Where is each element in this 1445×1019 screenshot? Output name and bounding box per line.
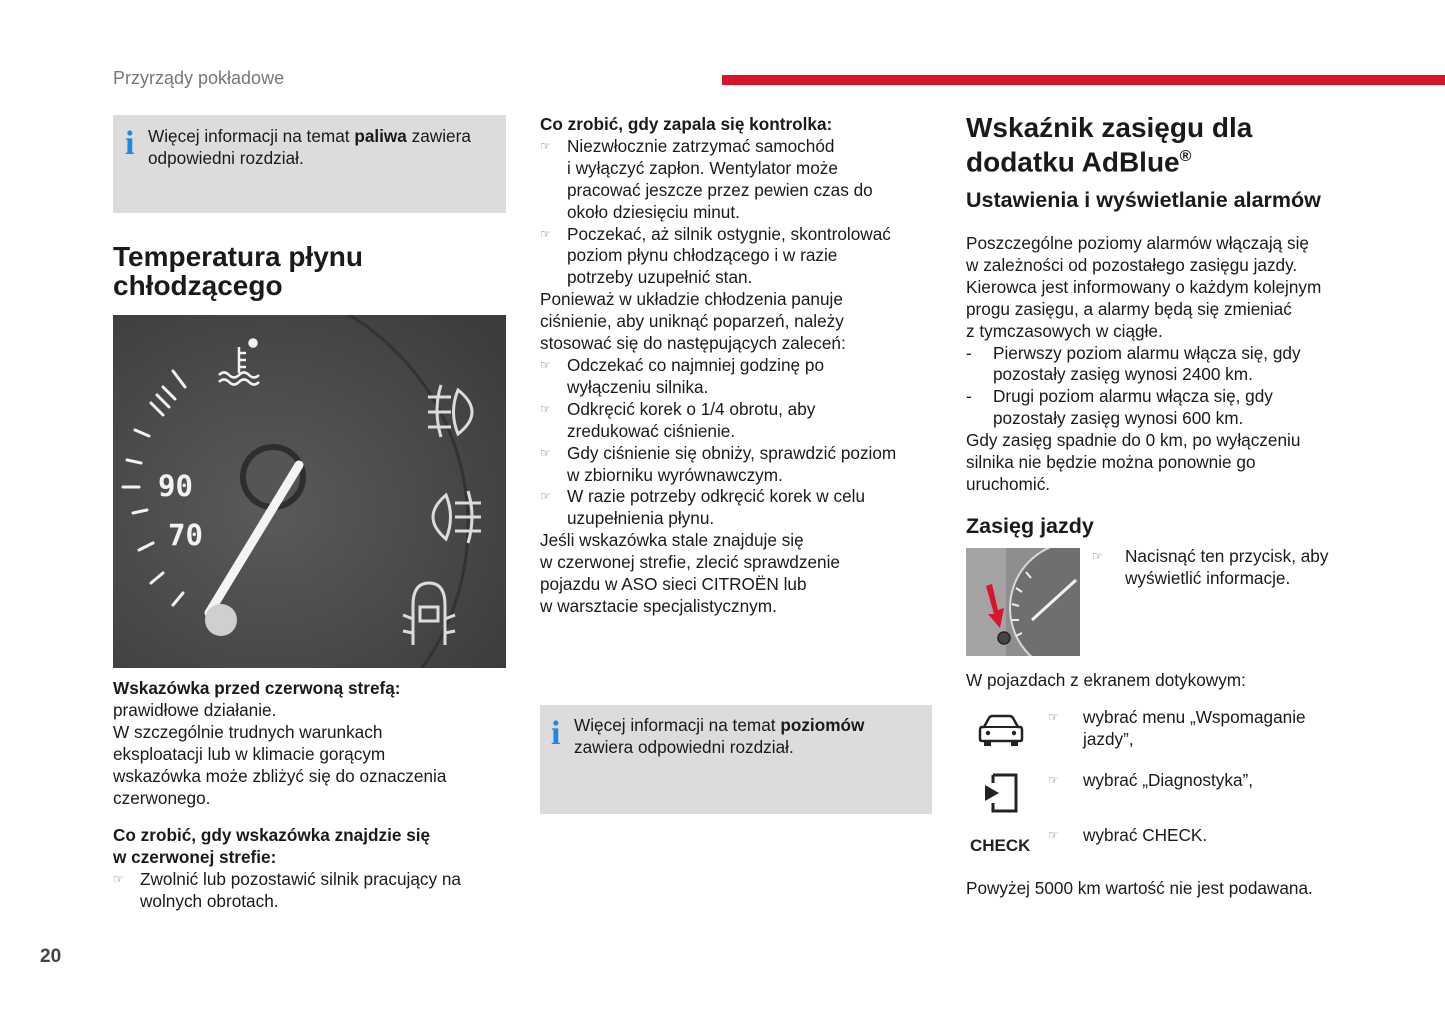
- list-item: ☞ Niezwłocznie zatrzymać samochód i wyłączyć zapłon. Wentylator może pracować jeszcze przez pewien czas do około dziesięciu minut.: [540, 135, 873, 222]
- pointing-hand-icon: ☞: [540, 489, 551, 504]
- text-line: Kierowca jest informowany o każdym kolejnym: [966, 276, 1322, 297]
- list-item: ☞ Odkręcić korek o 1/4 obrotu, aby zredukować ciśnienie.: [540, 398, 816, 441]
- red-zone-instructions: [113, 825, 506, 913]
- list-item: ☞ Odczekać co najmniej godzinę po wyłączeniu silnika.: [540, 354, 825, 397]
- info-box-fuel: [113, 115, 506, 213]
- section-heading-adblue: [966, 113, 1436, 176]
- pointing-hand-icon: ☞: [540, 357, 551, 372]
- subheading-range: Zasięg jazdy: [966, 514, 1094, 538]
- text-line: ciśnienie, aby uniknąć poparzeń, należy: [540, 311, 844, 332]
- text-line: progu zasięgu, a alarmy będą się zmieniać: [966, 298, 1292, 319]
- text-line: Jeśli wskazówka stale znajduje się: [540, 530, 804, 551]
- touchscreen-intro: W pojazdach z ekranem dotykowym:: [966, 670, 1246, 690]
- car-icon: [978, 713, 1024, 752]
- page-number: 20: [40, 946, 62, 967]
- list-item: - Pierwszy poziom alarmu włącza się, gdy pozostały zasięg wynosi 2400 km.: [966, 342, 1301, 385]
- text-line: w warsztacie specjalistycznym.: [540, 595, 777, 616]
- registered-mark: ®: [1179, 148, 1192, 165]
- gauge-mark-70: 70: [168, 518, 203, 552]
- dash-marker: -: [966, 386, 972, 407]
- text-line: czerwonego.: [113, 787, 211, 808]
- subheading-alarms: Ustawienia i wyświetlanie alarmów: [966, 188, 1321, 212]
- text-line: prawidłowe działanie.: [113, 699, 277, 720]
- touch-step-1: [1048, 707, 1438, 751]
- text-line: stosować się do następujących zaleceń:: [540, 333, 846, 354]
- text-line: Ponieważ w układzie chłodzenia panuje: [540, 289, 843, 310]
- text-line: pojazdu w ASO sieci CITROËN lub: [540, 574, 807, 595]
- list-item: ☞ wybrać „Diagnostyka”,: [1048, 770, 1254, 790]
- list-item: - Drugi poziom alarmu włącza się, gdy pozostały zasięg wynosi 600 km.: [966, 386, 1273, 429]
- touch-step-3: [1048, 825, 1438, 847]
- instrument-button-thumbnail: [966, 548, 1080, 656]
- range-button-instruction: [1092, 546, 1437, 590]
- alarm-description: [966, 233, 1436, 496]
- coolant-gauge-illustration: [113, 315, 506, 668]
- text-line: Poszczególne poziomy alarmów włączają się: [966, 233, 1309, 253]
- text-line: Gdy zasięg spadnie do 0 km, po wyłączeniu: [966, 430, 1301, 451]
- text-line: W szczególnie trudnych warunkach: [113, 721, 383, 742]
- text-line: uruchomić.: [966, 473, 1051, 494]
- paragraph-heading: Co zrobić, gdy zapala się kontrolka:: [540, 114, 833, 134]
- gauge-mark-90: 90: [158, 469, 193, 503]
- info-icon: i: [551, 715, 561, 752]
- list-item: ☞ Zwolnić lub pozostawić silnik pracujący na wolnych obrotach.: [113, 868, 461, 911]
- info-box-levels: [540, 705, 932, 814]
- range-limit-note: Powyżej 5000 km wartość nie jest podawana.: [966, 878, 1313, 898]
- info-text: Więcej informacji na temat paliwa zawiera odpowiedni rozdział.: [148, 126, 471, 168]
- pointing-hand-icon: ☞: [540, 445, 551, 460]
- list-item: ☞ Nacisnąć ten przycisk, aby wyświetlić informacje.: [1092, 546, 1329, 588]
- pointing-hand-icon: ☞: [1092, 549, 1103, 563]
- section-accent-bar: [722, 75, 1445, 85]
- text-line: silnika nie będzie można ponownie go: [966, 452, 1256, 473]
- list-item: ☞ Gdy ciśnienie się obniży, sprawdzić poziom w zbiorniku wyrównawczym.: [540, 442, 897, 485]
- gauge-description: [113, 678, 506, 809]
- pointing-hand-icon: ☞: [540, 401, 551, 416]
- touch-step-2: [1048, 770, 1438, 792]
- heading-line: dodatku AdBlue: [966, 146, 1180, 178]
- text-line: z tymczasowych w ciągłe.: [966, 320, 1163, 341]
- gauge-pivot: [205, 604, 237, 636]
- paragraph-heading: Co zrobić, gdy wskazówka znajdzie się: [113, 825, 431, 845]
- pointing-hand-icon: ☞: [1048, 710, 1059, 724]
- info-icon: i: [125, 125, 135, 162]
- paragraph-heading: Wskazówka przed czerwoną strefą:: [113, 678, 401, 698]
- heading-line: Temperatura płynu: [113, 241, 363, 272]
- text-line: wskazówka może zbliżyć się do oznaczenia: [113, 765, 447, 786]
- heading-line: Wskaźnik zasięgu dla: [966, 112, 1253, 143]
- text-line: eksploatacji lub w klimacie gorącym: [113, 743, 386, 764]
- pointing-hand-icon: ☞: [540, 138, 551, 153]
- list-item: ☞ wybrać menu „Wspomaganie jazdy”,: [1048, 707, 1306, 749]
- text-line: w czerwonej strefie, zlecić sprawdzenie: [540, 552, 840, 573]
- list-item: ☞ Poczekać, aż silnik ostygnie, skontrolować poziom płynu chłodzącego i w razie potrzeby uzupełnić stan.: [540, 223, 891, 288]
- text-line: w zależności od pozostałego zasięgu jazdy.: [966, 254, 1298, 275]
- pointing-hand-icon: ☞: [1048, 828, 1059, 842]
- dash-marker: -: [966, 342, 972, 363]
- menu-entry-icon: [983, 773, 1019, 818]
- warning-light-instructions: [540, 114, 935, 618]
- list-item: ☞ W razie potrzeby odkręcić korek w celu uzupełnienia płynu.: [540, 486, 866, 529]
- section-title: Przyrządy pokładowe: [113, 68, 285, 88]
- pointing-hand-icon: ☞: [540, 226, 551, 241]
- section-heading-coolant: [113, 242, 506, 300]
- list-item: ☞ wybrać CHECK.: [1048, 825, 1208, 845]
- heading-line: chłodzącego: [113, 270, 283, 301]
- info-text: Więcej informacji na temat poziomów zawiera odpowiedni rozdział.: [574, 715, 865, 757]
- pointing-hand-icon: ☞: [113, 871, 124, 886]
- pointing-hand-icon: ☞: [1048, 773, 1059, 787]
- check-label: CHECK: [970, 836, 1031, 855]
- paragraph-heading: w czerwonej strefie:: [113, 846, 277, 867]
